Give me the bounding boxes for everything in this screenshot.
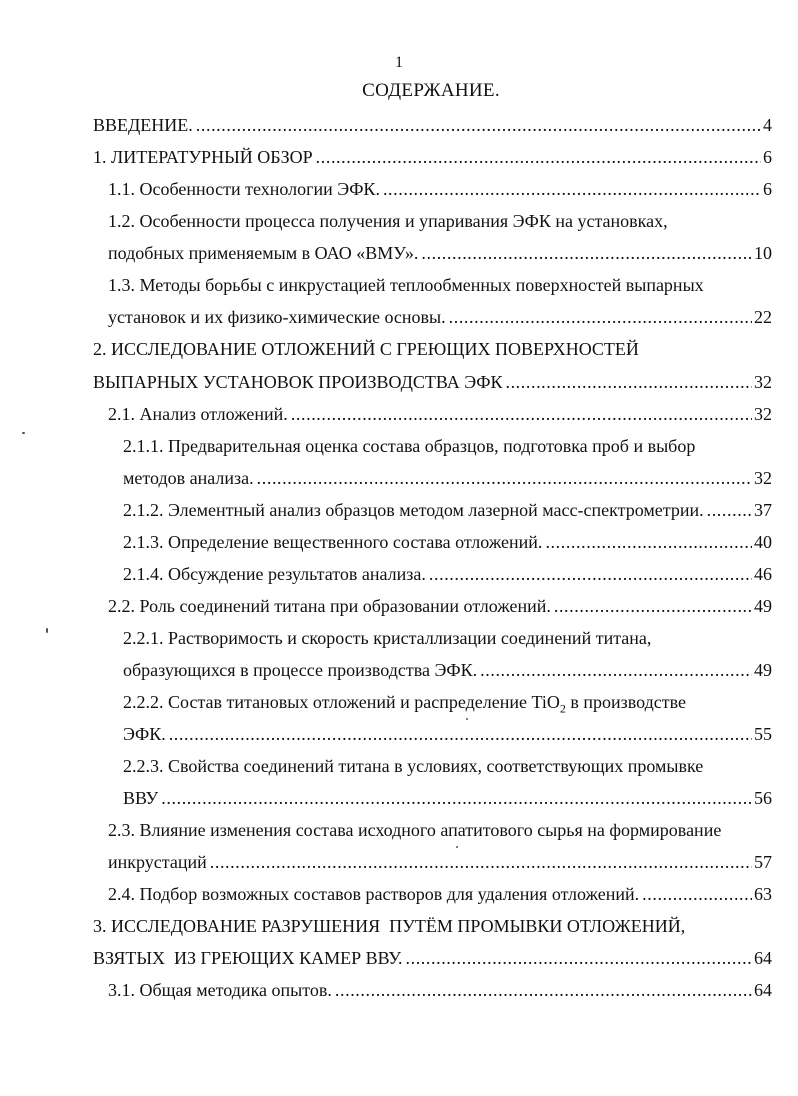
- toc-entry-2-3-line1[interactable]: 2.3. Влияние изменения состава исходного апатитового сырья на формирование: [108, 820, 722, 840]
- toc-entry-2[interactable]: ВЫПАРНЫХ УСТАНОВОК ПРОИЗВОДСТВА ЭФК ..... 32: [93, 371, 772, 393]
- toc-page-number: 40: [754, 532, 772, 552]
- subscript: 2: [559, 701, 566, 716]
- toc-page-number: 22: [754, 307, 772, 327]
- toc-entry-introduction[interactable]: ВВЕДЕНИЕ. ..... 4: [93, 114, 772, 136]
- toc-page-number: 64: [754, 948, 772, 968]
- toc-page-number: 6: [763, 179, 772, 199]
- toc-entry-1-3[interactable]: установок и их физико-химические основы. ..... 22: [108, 306, 772, 328]
- toc-entry-2-4[interactable]: 2.4. Подбор возможных составов растворов для удаления отложений. ..... 63: [108, 883, 772, 905]
- toc-entry-1-2-line1[interactable]: 1.2. Особенности процесса получения и упаривания ЭФК на установках,: [108, 211, 668, 231]
- toc-entry-2-2-3[interactable]: ВВУ ..... 56: [123, 787, 772, 809]
- toc-entry-2-line1[interactable]: 2. ИССЛЕДОВАНИЕ ОТЛОЖЕНИЙ С ГРЕЮЩИХ ПОВЕРХНОСТЕЙ: [93, 339, 639, 359]
- toc-entry-2-1[interactable]: 2.1. Анализ отложений. ..... 32: [108, 403, 772, 425]
- toc-page-number: 4: [763, 115, 772, 135]
- toc-page-number: 57: [754, 852, 772, 872]
- scan-speck: [456, 846, 458, 848]
- toc-page-number: 6: [763, 147, 772, 167]
- toc-entry-2-1-3[interactable]: 2.1.3. Определение вещественного состава отложений. ..... 40: [123, 531, 772, 553]
- page-number: 1: [395, 54, 403, 71]
- toc-entry-3-line1[interactable]: 3. ИССЛЕДОВАНИЕ РАЗРУШЕНИЯ ПУТЁМ ПРОМЫВКИ ОТЛОЖЕНИЙ,: [93, 916, 686, 936]
- toc-page-number: 64: [754, 980, 772, 1000]
- toc-entry-1-2[interactable]: подобных применяемым в ОАО «ВМУ». ..... 10: [108, 242, 772, 264]
- toc-entry-2-3[interactable]: инкрустаций ..... 57: [108, 851, 772, 873]
- toc-entry-3-1[interactable]: 3.1. Общая методика опытов. ..... 64: [108, 979, 772, 1001]
- toc-entry-3[interactable]: ВЗЯТЫХ ИЗ ГРЕЮЩИХ КАМЕР ВВУ. ..... 64: [93, 947, 772, 969]
- scan-speck: [466, 718, 468, 720]
- toc-page-number: 32: [754, 372, 772, 392]
- toc-page-number: 10: [754, 243, 772, 263]
- toc-title: СОДЕРЖАНИЕ.: [362, 80, 500, 101]
- toc-entry-1[interactable]: 1. ЛИТЕРАТУРНЫЙ ОБЗОР ..... 6: [93, 146, 772, 168]
- toc-page-number: 63: [754, 884, 772, 904]
- scan-speck: [46, 628, 48, 633]
- toc-entry-2-2-2-line1[interactable]: 2.2.2. Состав титановых отложений и распределение TiO$_2$ в производстве: [123, 692, 686, 716]
- toc-page-number: 46: [754, 564, 772, 584]
- toc-entry-2-2-2[interactable]: ЭФК. ..... 55: [123, 723, 772, 745]
- scan-speck: [22, 432, 25, 434]
- toc-entry-2-1-1-line1[interactable]: 2.1.1. Предварительная оценка состава образцов, подготовка проб и выбор: [123, 436, 696, 456]
- toc-page-number: 37: [754, 500, 772, 520]
- toc-page-number: 49: [754, 660, 772, 680]
- toc-entry-2-1-2[interactable]: 2.1.2. Элементный анализ образцов методом лазерной масс-спектрометрии. ..... 37: [123, 499, 772, 521]
- toc-entry-2-2-3-line1[interactable]: 2.2.3. Свойства соединений титана в условиях, соответствующих промывке: [123, 756, 704, 776]
- toc-entry-1-1[interactable]: 1.1. Особенности технологии ЭФК. ..... 6: [108, 178, 772, 200]
- toc-page-number: 55: [754, 724, 772, 744]
- toc-page-number: 32: [754, 404, 772, 424]
- toc-entry-2-1-1[interactable]: методов анализа. ..... 32: [123, 467, 772, 489]
- toc-entry-2-2-1-line1[interactable]: 2.2.1. Растворимость и скорость кристаллизации соединений титана,: [123, 628, 652, 648]
- toc-entry-1-3-line1[interactable]: 1.3. Методы борьбы с инкрустацией теплообменных поверхностей выпарных: [108, 275, 704, 295]
- toc-entry-2-2-1[interactable]: образующихся в процессе производства ЭФК. ..... 49: [123, 659, 772, 681]
- toc-entry-2-2[interactable]: 2.2. Роль соединений титана при образовании отложений. ..... 49: [108, 595, 772, 617]
- toc-page-number: 32: [754, 468, 772, 488]
- toc-entry-2-1-4[interactable]: 2.1.4. Обсуждение результатов анализа. ..... 46: [123, 563, 772, 585]
- toc-page-number: 56: [754, 788, 772, 808]
- toc-page-number: 49: [754, 596, 772, 616]
